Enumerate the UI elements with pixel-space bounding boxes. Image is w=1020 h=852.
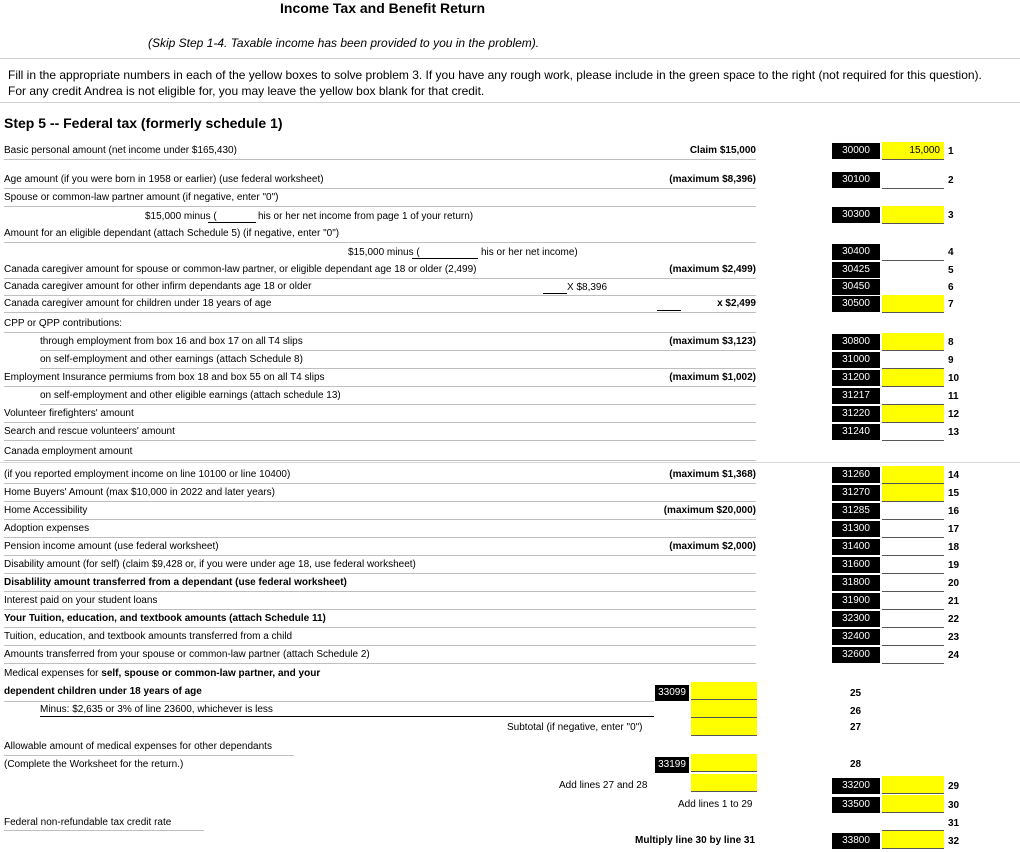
line-code-33500: 33500 — [832, 797, 880, 813]
line-23-input[interactable] — [882, 628, 944, 646]
line-number-11: 11 — [948, 391, 959, 402]
line-number-3: 3 — [948, 210, 954, 221]
line-code-31200: 31200 — [832, 370, 880, 386]
row-label: Home Buyers' Amount (max $10,000 in 2022 and later years) — [4, 487, 275, 498]
line-15-input[interactable] — [882, 484, 944, 502]
line-26-input[interactable] — [691, 700, 757, 718]
row-limit: (maximum $3,123) — [669, 336, 756, 347]
line-5-input[interactable] — [882, 261, 944, 279]
line-number-14: 14 — [948, 470, 960, 481]
row-label: Tuition, education, and textbook amounts transferred from a child — [4, 631, 293, 642]
line-code-30425: 30425 — [832, 262, 880, 278]
line-7-input[interactable] — [882, 295, 944, 313]
row-rule — [4, 519, 756, 520]
row-rule — [4, 701, 654, 702]
row-rule — [4, 242, 756, 243]
line-code-33800: 33800 — [832, 833, 880, 849]
line-number-29: 29 — [948, 781, 960, 792]
line-code-30100: 30100 — [832, 172, 880, 188]
line-number-7: 7 — [948, 299, 954, 310]
line-code-31220: 31220 — [832, 406, 880, 422]
row-rule — [4, 440, 756, 441]
line-10-input[interactable] — [882, 369, 944, 387]
line-16-input[interactable] — [882, 502, 944, 520]
line-number-9: 9 — [948, 355, 954, 366]
row-label: on self-employment and other earnings (attach Schedule 8) — [40, 354, 303, 365]
line-code-31900: 31900 — [832, 593, 880, 609]
line-code-31260: 31260 — [832, 467, 880, 483]
line-code-31217: 31217 — [832, 388, 880, 404]
line-code-33200: 33200 — [832, 778, 880, 794]
row-rule — [4, 332, 756, 333]
row-rule — [4, 591, 756, 592]
line-code-30300: 30300 — [832, 207, 880, 223]
row-label: Age amount (if you were born in 1958 or earlier) (use federal worksheet) — [4, 174, 324, 185]
line-number-2: 2 — [948, 175, 954, 186]
line-number-30: 30 — [948, 800, 960, 811]
row-rule — [4, 422, 756, 423]
row-limit: Claim $15,000 — [689, 145, 756, 156]
row-limit: x $2,499 — [717, 298, 756, 309]
line-number-12: 12 — [948, 409, 960, 420]
row-label: Search and rescue volunteers' amount — [4, 426, 175, 437]
row-rule — [4, 663, 756, 664]
row-limit: (maximum $1,368) — [669, 469, 756, 480]
row-rule — [4, 460, 756, 461]
line-code-31240: 31240 — [832, 424, 880, 440]
line-18-input[interactable] — [882, 538, 944, 556]
line-32-input[interactable] — [882, 831, 944, 849]
medical-other-label2: (Complete the Worksheet for the return.) — [4, 759, 184, 770]
line-12-input[interactable] — [882, 405, 944, 423]
row-label: Canada employment amount — [4, 446, 133, 457]
line-code-30450: 30450 — [832, 279, 880, 295]
spouse-income-blank — [208, 222, 256, 223]
row-rule — [4, 627, 756, 628]
line-number-24: 24 — [948, 650, 960, 661]
line-number-21: 21 — [948, 596, 960, 607]
row-label: Disablility amount transferred from a dependant (use federal worksheet) — [4, 577, 347, 588]
line-number-32: 32 — [948, 836, 960, 847]
row-rule — [4, 573, 756, 574]
row-label: Volunteer firefighters' amount — [4, 408, 134, 419]
line-3-input[interactable] — [882, 206, 944, 224]
medical-minus-label: Minus: $2,635 or 3% of line 23600, whichever is less — [40, 704, 273, 715]
row-label: Canada caregiver amount for children under 18 years of age — [4, 298, 272, 309]
row-label: Spouse or common-law partner amount (if negative, enter "0") — [4, 192, 279, 203]
row-rule — [4, 830, 204, 831]
row-label: CPP or QPP contributions: — [4, 318, 123, 329]
line-number-13: 13 — [948, 427, 960, 438]
line-number-10: 10 — [948, 373, 960, 384]
row-rule — [4, 206, 756, 207]
line-number-26: 26 — [850, 706, 862, 717]
instruction-line-1: Fill in the appropriate numbers in each of the yellow boxes to solve problem 3. If you have any rough work, please include in the green space to the right (not required for this question). — [8, 68, 982, 82]
row-label: Canada caregiver amount for spouse or common-law partner, or eligible dependant age 18 or older (2,499) — [4, 264, 477, 275]
line-17-input[interactable] — [882, 520, 944, 538]
line-code-31000: 31000 — [832, 352, 880, 368]
multiplier-blank — [543, 293, 567, 294]
line-20-input[interactable] — [882, 574, 944, 592]
line-code-32300: 32300 — [832, 611, 880, 627]
line-24-input[interactable] — [882, 646, 944, 664]
row-limit: (maximum $2,499) — [669, 264, 756, 275]
line-22-input[interactable] — [882, 610, 944, 628]
row-label: Amounts transferred from your spouse or common-law partner (attach Schedule 2) — [4, 649, 370, 660]
dependant-calc-suffix: his or her net income) — [481, 247, 578, 258]
medical-label-line2: dependent children under 18 years of age — [4, 686, 202, 697]
line-25-input[interactable] — [691, 682, 757, 700]
step-heading: Step 5 -- Federal tax (formerly schedule 1) — [4, 115, 283, 131]
line-code-31270: 31270 — [832, 485, 880, 501]
subtotal-label: Subtotal (if negative, enter "0") — [507, 722, 643, 733]
line-code-30000: 30000 — [832, 143, 880, 159]
row-rule — [4, 483, 756, 484]
line-code-31800: 31800 — [832, 575, 880, 591]
row-label: Interest paid on your student loans — [4, 595, 158, 606]
medical-other-label1: Allowable amount of medical expenses for other dependants — [4, 741, 272, 752]
line-code-31600: 31600 — [832, 557, 880, 573]
line-number-8: 8 — [948, 337, 954, 348]
line-number-16: 16 — [948, 506, 960, 517]
row-rule — [4, 188, 756, 189]
line-14-input[interactable] — [882, 466, 944, 484]
medical-label-line1: Medical expenses for self, spouse or common-law partner, and your — [4, 668, 321, 679]
line-code-30500: 30500 — [832, 296, 880, 312]
multiplier-label: X $8,396 — [567, 282, 608, 293]
skip-note: (Skip Step 1-4. Taxable income has been provided to you in the problem). — [148, 36, 540, 50]
row-rule — [4, 537, 756, 538]
line-number-27: 27 — [850, 722, 862, 733]
spouse-calc-prefix: $15,000 minus ( — [145, 211, 217, 222]
line-number-15: 15 — [948, 488, 960, 499]
section-separator — [0, 462, 1020, 463]
row-rule — [4, 755, 294, 756]
line-number-5: 5 — [948, 265, 954, 276]
row-rule — [4, 295, 756, 296]
dependant-calc-prefix: $15,000 minus ( — [348, 247, 420, 258]
add-27-28-label: Add lines 27 and 28 — [559, 780, 648, 791]
line-number-23: 23 — [948, 632, 960, 643]
line-1-value: 15,000 — [909, 145, 940, 156]
row-limit: (maximum $20,000) — [663, 505, 756, 516]
row-label: Employment Insurance permiums from box 18 and box 55 on all T4 slips — [4, 372, 325, 383]
row-rule — [40, 716, 654, 717]
line-19-input[interactable] — [882, 556, 944, 574]
line-code-30800: 30800 — [832, 334, 880, 350]
line-code-31400: 31400 — [832, 539, 880, 555]
children-count-blank — [657, 310, 681, 311]
row-label: Adoption expenses — [4, 523, 90, 534]
add-1-29-label: Add lines 1 to 29 — [678, 799, 753, 810]
row-rule — [40, 404, 756, 405]
row-rule — [40, 350, 756, 351]
spouse-calc-suffix: his or her net income from page 1 of your return) — [258, 211, 474, 222]
page-title: Income Tax and Benefit Return — [280, 0, 486, 16]
line-31-input[interactable] — [882, 813, 944, 831]
line-21-input[interactable] — [882, 592, 944, 610]
line-number-20: 20 — [948, 578, 960, 589]
row-limit: (maximum $1,002) — [669, 372, 756, 383]
federal-rate-label: Federal non-refundable tax credit rate — [4, 817, 172, 828]
line-number-25: 25 — [850, 688, 862, 699]
line-code-30400: 30400 — [832, 244, 880, 260]
row-rule — [4, 159, 756, 160]
line-number-18: 18 — [948, 542, 960, 553]
row-limit: (maximum $8,396) — [669, 174, 756, 185]
line-1-input[interactable] — [882, 142, 944, 160]
row-label: Disability amount (for self) (claim $9,428 or, if you were under age 18, use federal worksheet) — [4, 559, 416, 570]
row-rule — [4, 645, 756, 646]
row-label: Amount for an eligible dependant (attach Schedule 5) (if negative, enter "0") — [4, 228, 340, 239]
row-label: Home Accessibility — [4, 505, 88, 516]
row-rule — [4, 501, 756, 502]
row-label: Your Tuition, education, and textbook amounts (attach Schedule 11) — [4, 613, 326, 624]
multiply-label: Multiply line 30 by line 31 — [635, 835, 756, 846]
line-number-22: 22 — [948, 614, 960, 625]
row-label: on self-employment and other eligible earnings (attach schedule 13) — [40, 390, 341, 401]
instruction-line-2: For any credit Andrea is not eligible for, you may leave the yellow box blank for that credit. — [8, 84, 485, 98]
divider — [0, 102, 1020, 103]
line-13-input[interactable] — [882, 423, 944, 441]
line-4-input[interactable] — [882, 243, 944, 261]
line-number-6: 6 — [948, 282, 954, 293]
row-rule — [4, 278, 756, 279]
line-code-32400: 32400 — [832, 629, 880, 645]
line-6-input[interactable] — [882, 278, 944, 296]
line-number-4: 4 — [948, 247, 954, 258]
row-rule — [4, 609, 756, 610]
line-8-input[interactable] — [882, 333, 944, 351]
divider — [0, 58, 1020, 59]
line-code-32600: 32600 — [832, 647, 880, 663]
line-number-28: 28 — [850, 759, 862, 770]
line-number-1: 1 — [948, 146, 954, 157]
line-2-input[interactable] — [882, 171, 944, 189]
row-rule — [4, 555, 756, 556]
row-rule — [4, 386, 756, 387]
line-number-17: 17 — [948, 524, 960, 535]
row-rule — [40, 368, 756, 369]
line-code-33099: 33099 — [655, 685, 689, 701]
line-27-input[interactable] — [691, 718, 757, 736]
dependant-income-blank — [412, 258, 478, 259]
line-code-31285: 31285 — [832, 503, 880, 519]
line-30-input[interactable] — [882, 795, 944, 813]
line-11-input[interactable] — [882, 387, 944, 405]
line-code-33199: 33199 — [655, 757, 689, 773]
row-label: Canada caregiver amount for other infirm dependants age 18 or older — [4, 281, 312, 292]
line-28-sum-input[interactable] — [691, 774, 757, 792]
row-label: (if you reported employment income on line 10100 or line 10400) — [4, 469, 291, 480]
line-code-31300: 31300 — [832, 521, 880, 537]
line-number-19: 19 — [948, 560, 960, 571]
row-label: Basic personal amount (net income under $165,430) — [4, 145, 237, 156]
line-9-input[interactable] — [882, 351, 944, 369]
row-rule — [4, 312, 756, 313]
row-label: Pension income amount (use federal worksheet) — [4, 541, 219, 552]
line-29-input[interactable] — [882, 776, 944, 794]
line-number-31: 31 — [948, 818, 960, 829]
row-label: through employment from box 16 and box 17 on all T4 slips — [40, 336, 303, 347]
line-28-input[interactable] — [691, 754, 757, 772]
row-limit: (maximum $2,000) — [669, 541, 756, 552]
